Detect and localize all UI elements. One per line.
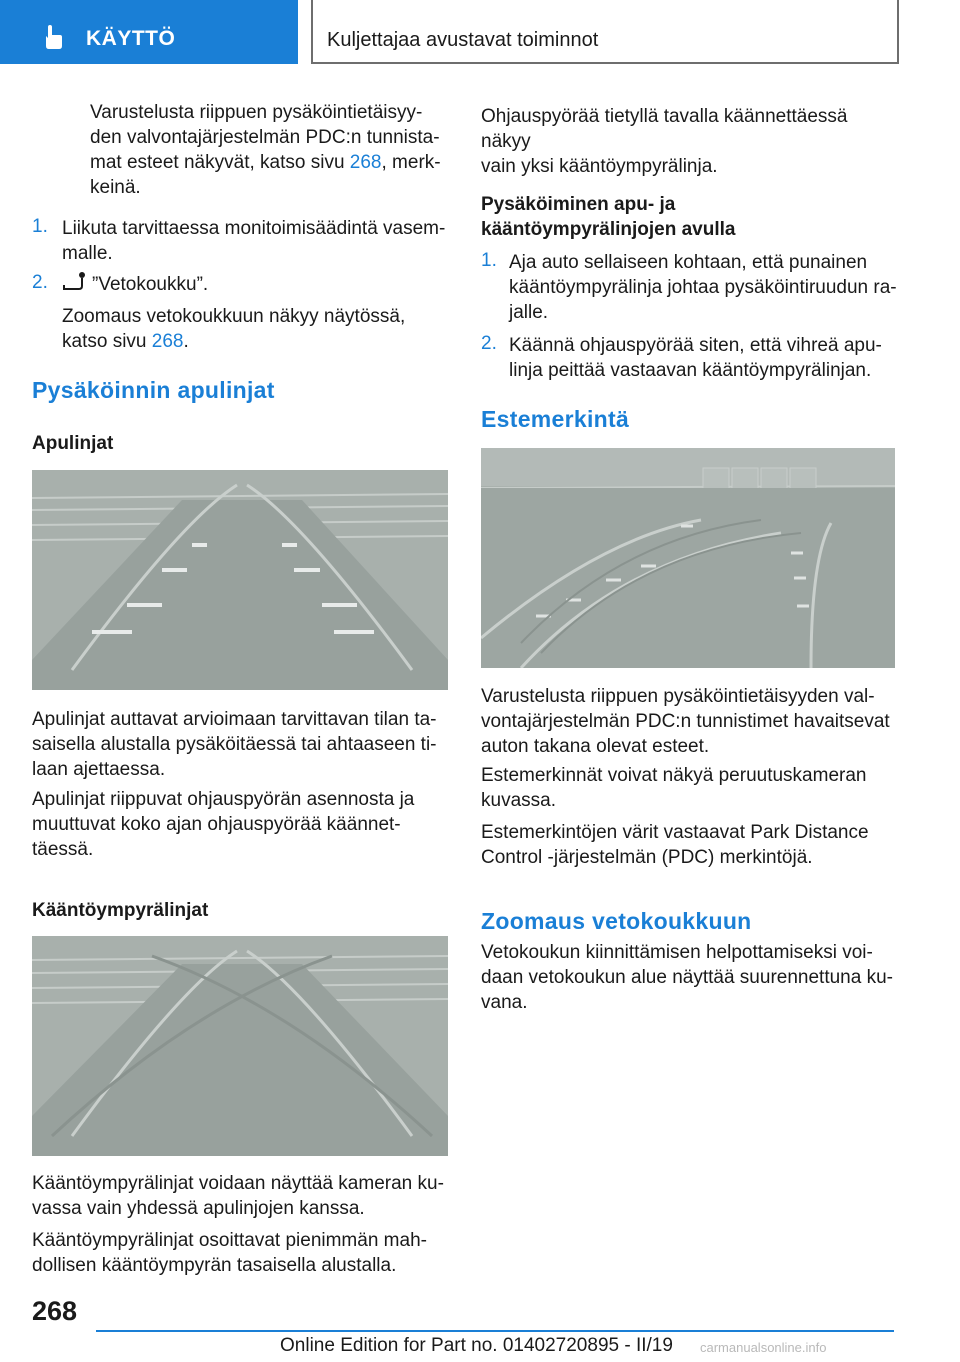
subheading-turning-lines: Kääntöympyrälinjat [32,900,209,921]
subheading-parking-with-lines [481,192,735,242]
page-link-268[interactable]: 268 [151,331,184,352]
intro-line: den valvontajärjestelmän PDC:n tunnista- [90,127,440,148]
step-line: Käännä ohjauspyörää siten, että vihreä apu- [509,335,882,356]
step-line: malle. [62,243,113,264]
step-2-subtext [62,304,450,354]
intro-text: , merk- [381,152,441,173]
turning-lines-figure [32,936,448,1156]
text-line: Kääntöympyrälinjat osoittavat pienimmän mah- [32,1230,427,1251]
text-line: Control -järjestelmän (PDC) merkintöjä. [481,847,813,868]
step-line: Liikuta tarvittaessa monitoimisäädintä vasem- [62,218,446,239]
step-1-text [62,216,450,266]
parking-step-1 [509,250,901,325]
step-line: Aja auto sellaiseen kohtaan, että punainen [509,252,868,273]
trailer-hitch-icon [62,270,86,294]
subheading-line: Pysäköiminen apu- ja [481,194,676,215]
text-line: saisella alustalla pysäköitäessä tai ahtaaseen ti- [32,734,437,755]
text-line: vontajärjestelmän PDC:n tunnistimet havaitsevat [481,711,890,732]
turning-paragraph-2 [32,1228,450,1278]
heading-zoom-hitch: Zoomaus vetokoukkuun [481,908,752,934]
text-line: daan vetokoukun alue näyttää suurennettuna ku- [481,967,893,988]
chapter-title: Kuljettajaa avustavat toiminnot [327,29,599,51]
step-number: 1. [481,250,497,271]
parking-step-2 [509,333,901,383]
guides-paragraph-2 [32,787,450,862]
text-line: Apulinjat riippuvat ohjauspyörän asennosta ja [32,789,415,810]
intro-line: keinä. [90,177,141,198]
text-line: Estemerkintöjen värit vastaavat Park Distance [481,822,869,843]
watermark: carmanualsonline.info [700,1340,827,1355]
intro-line [90,150,450,175]
obstacle-paragraph-2 [481,763,901,813]
heading-parking-guides: Pysäköinnin apulinjat [32,377,275,403]
page-number: 268 [32,1296,78,1326]
text-line: vain yksi kääntöympyrälinja. [481,156,718,177]
text-line: vassa vain yhdessä apulinjojen kanssa. [32,1198,365,1219]
text-line: laan ajettaessa. [32,759,166,780]
step-number: 2. [481,333,497,354]
chapter-title-box [311,0,899,64]
text-line: Estemerkinnät voivat näkyä peruutuskameran [481,765,867,786]
text-line: Apulinjat auttavat arvioimaan tarvittavan tilan ta- [32,709,437,730]
obstacle-marking-figure [481,448,895,668]
footer-divider [96,1330,894,1332]
text-line: täessä. [32,839,94,860]
subheading-line: kääntöympyrälinjojen avulla [481,219,736,240]
step-line [62,329,450,354]
step-line: linja peittää vastaavan kääntöympyrälinjan. [509,360,872,381]
step-2-text [92,272,450,297]
steering-paragraph [481,104,901,179]
subheading-guides: Apulinjat [32,433,114,454]
hand-pointing-icon [40,24,66,50]
step-text: . [183,331,189,352]
turning-paragraph-1 [32,1171,450,1221]
step-line: Zoomaus vetokoukkuun näkyy näytössä, [62,306,406,327]
text-line: Vetokoukun kiinnittämisen helpottamiseksi voi- [481,942,873,963]
text-line: dollisen kääntöympyrän tasaisella alustalla. [32,1255,397,1276]
section-tab [0,0,298,64]
zoom-paragraph [481,940,901,1015]
section-tab-label: KÄYTTÖ [86,27,176,50]
step-number: 1. [32,216,48,237]
edition-note: Online Edition for Part no. 01402720895 - II/19 [280,1335,673,1356]
step-line: kääntöympyrälinja johtaa pysäköintiruudun ra- [509,277,897,298]
step-number: 2. [32,272,48,293]
heading-obstacle-marking: Estemerkintä [481,406,630,432]
guide-lines-figure [32,470,448,690]
text-line: Varustelusta riippuen pysäköintietäisyyden val- [481,686,875,707]
intro-paragraph [90,100,450,200]
obstacle-paragraph-1 [481,684,901,759]
text-line: auton takana olevat esteet. [481,736,710,757]
step-text: katso sivu [62,331,152,352]
obstacle-paragraph-3 [481,820,901,870]
text-line: vana. [481,992,528,1013]
page-link-268[interactable]: 268 [349,152,382,173]
text-line: kuvassa. [481,790,556,811]
text-line: Ohjauspyörää tietyllä tavalla käännettäessä näkyy [481,106,848,152]
step-line: ”Vetokoukku”. [92,274,209,295]
intro-text: mat esteet näkyvät, katso sivu [90,152,350,173]
text-line: Kääntöympyrälinjat voidaan näyttää kameran ku- [32,1173,444,1194]
intro-line: Varustelusta riippuen pysäköintietäisyy- [90,102,423,123]
text-line: muuttuvat koko ajan ohjauspyörää käännet- [32,814,401,835]
guides-paragraph-1 [32,707,450,782]
step-line: jalle. [509,302,549,323]
